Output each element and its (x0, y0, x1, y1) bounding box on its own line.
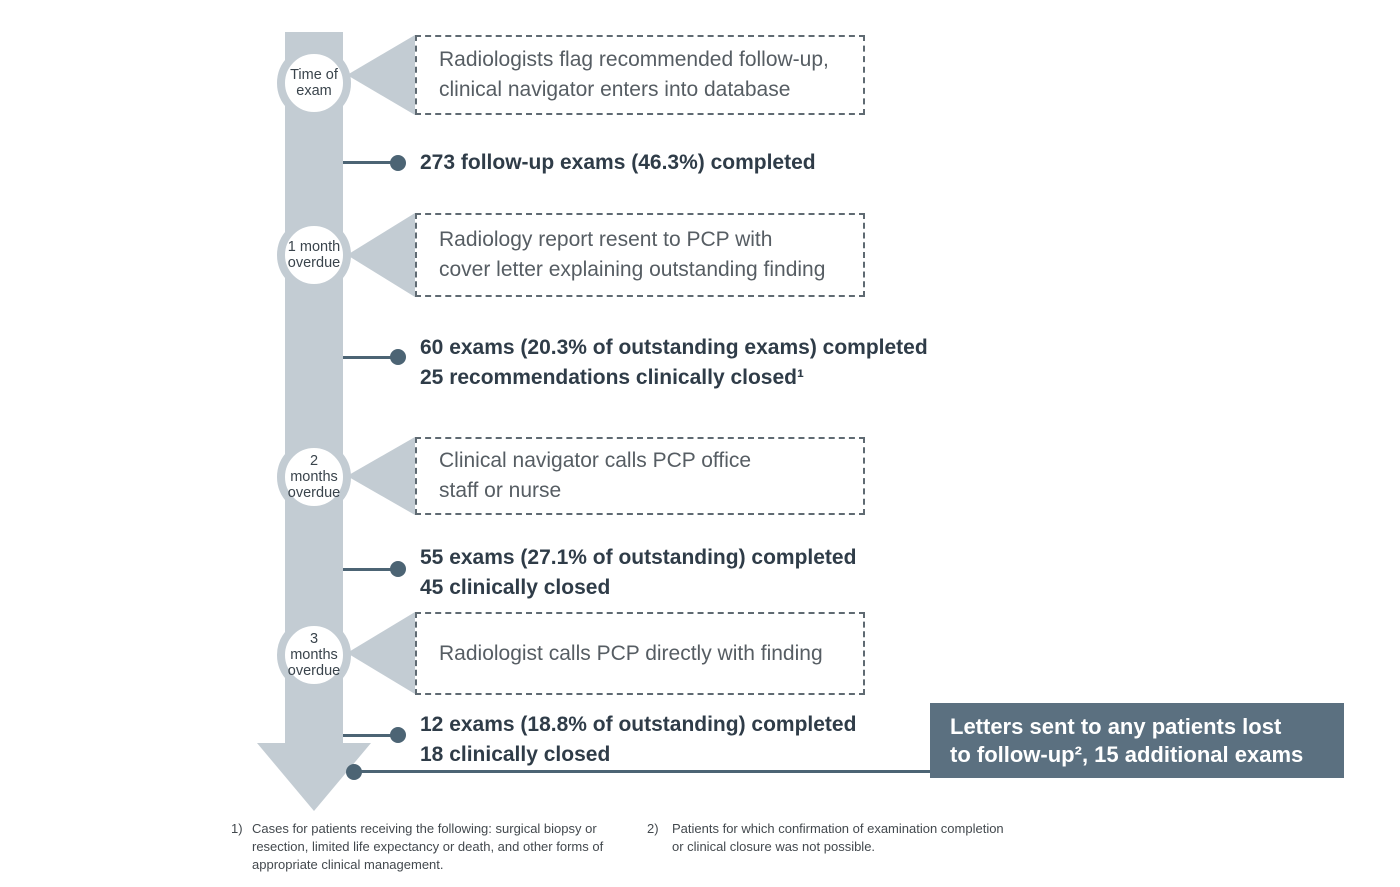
result-stats-stage-3 (420, 543, 856, 603)
connector-line (343, 356, 394, 359)
result-stats-stage-1 (420, 148, 816, 178)
result-text: 12 exams (18.8% of outstanding) completed (420, 713, 857, 736)
footnote-text: Patients for which confirmation of examination completion (672, 821, 1004, 836)
result-text: 60 exams (20.3% of outstanding exams) completed (420, 336, 928, 359)
action-text: Radiologist calls PCP directly with finding (439, 641, 823, 665)
milestone-label: 1 month overdue (287, 239, 341, 271)
footnote-text: appropriate clinical management. (252, 857, 444, 872)
connector-dot-icon (390, 727, 406, 743)
connector-dot-icon (390, 155, 406, 171)
footnote-2 (672, 820, 1004, 856)
callout-pointer-icon (347, 35, 415, 115)
result-stats-stage-2 (420, 333, 928, 393)
milestone-circle-time-of-exam (277, 46, 351, 120)
connector-line (343, 161, 394, 164)
letters-callout (930, 703, 1344, 778)
connector-line (354, 770, 930, 773)
footnote-text: or clinical closure was not possible. (672, 839, 876, 854)
milestone-label: Time of exam (290, 67, 338, 99)
action-box-1-month (415, 213, 865, 297)
action-box-3-months (415, 612, 865, 695)
result-text: 273 follow-up exams (46.3%) completed (420, 151, 816, 174)
action-box-time-of-exam (415, 35, 865, 115)
action-text: clinical navigator enters into database (439, 78, 791, 101)
action-text: staff or nurse (439, 479, 562, 502)
result-text: 55 exams (27.1% of outstanding) completed (420, 546, 857, 569)
connector-line (343, 734, 394, 737)
connector-line (343, 568, 394, 571)
footnote-text: resection, limited life expectancy or death, and other forms of (252, 839, 604, 854)
action-text: Clinical navigator calls PCP office (439, 449, 752, 472)
footnote-1-marker: 1) (231, 821, 243, 836)
action-text: Radiology report resent to PCP with (439, 228, 773, 251)
footnote-2-marker: 2) (647, 821, 659, 836)
milestone-circle-2-months (277, 440, 351, 514)
result-text: 25 recommendations clinically closed¹ (420, 366, 804, 389)
result-text: 18 clinically closed (420, 743, 611, 766)
connector-dot-icon (390, 349, 406, 365)
action-box-2-months (415, 437, 865, 515)
connector-dot-icon (346, 764, 362, 780)
callout-pointer-icon (347, 612, 415, 694)
milestone-label: 2 months overdue (287, 453, 341, 501)
footnote-text: Cases for patients receiving the following: surgical biopsy or (252, 821, 597, 836)
letters-callout-text: to follow-up², 15 additional exams (950, 742, 1304, 767)
letters-callout-text: Letters sent to any patients lost (950, 714, 1282, 739)
action-text: Radiologists flag recommended follow-up, (439, 48, 829, 71)
callout-pointer-icon (347, 213, 415, 297)
callout-pointer-icon (347, 437, 415, 515)
result-stats-stage-4 (420, 710, 856, 770)
milestone-circle-1-month (277, 218, 351, 292)
footnote-1 (252, 820, 603, 874)
action-text: cover letter explaining outstanding finding (439, 258, 826, 281)
result-text: 45 clinically closed (420, 576, 611, 599)
milestone-label: 3 months overdue (287, 631, 341, 679)
connector-dot-icon (390, 561, 406, 577)
milestone-circle-3-months (277, 618, 351, 692)
